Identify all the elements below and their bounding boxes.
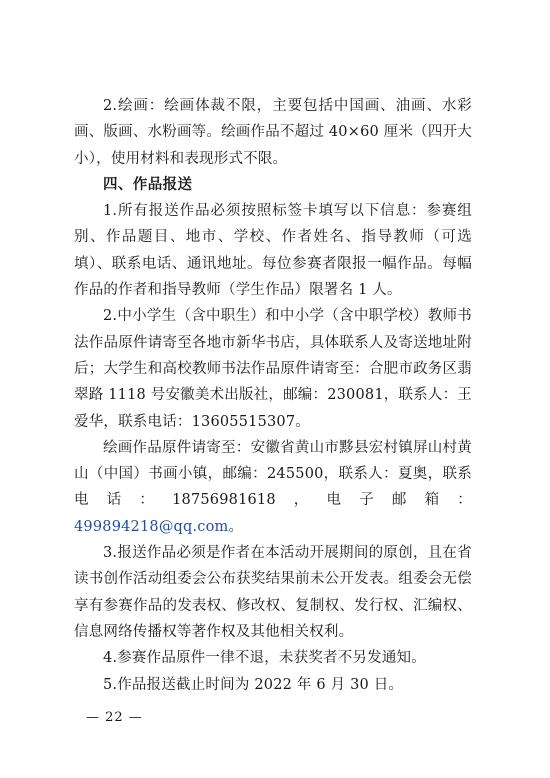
section-heading-submission: 四、作品报送 xyxy=(103,176,193,193)
paragraph-submission-info: 1.所有报送作品必须按照标签卡填写以下信息：参赛组别、作品题目、地市、学校、作者姓名、指导教师（可选填）、联系电话、通讯地址。每位参赛者限报一幅作品。每幅作品的作者和指导教师（学生作品）限署名 1 人。 xyxy=(74,203,472,299)
page-number: — 22 — xyxy=(86,710,143,725)
paragraph-painting-mailing xyxy=(74,435,472,540)
document-body xyxy=(74,93,472,698)
paragraph-painting: 2.绘画：绘画体裁不限，主要包括中国画、油画、水彩画、版画、水粉画等。绘画作品不超过 40×60 厘米（四开大小），使用材料和表现形式不限。 xyxy=(74,98,472,167)
email-link[interactable]: 499894218@qq.com xyxy=(74,518,229,535)
painting-mailing-end: 。 xyxy=(228,518,244,535)
paragraph-no-return: 4.参赛作品原件一律不退，未获奖者不另发通知。 xyxy=(103,650,426,667)
paragraph-deadline: 5.作品报送截止时间为 2022 年 6 月 30 日。 xyxy=(103,676,404,693)
paragraph-calligraphy-mailing: 2.中小学生（含中职生）和中小学（含中职学校）教师书法作品原件请寄至各地市新华书店，具体联系人及寄送地址附后；大学生和高校教师书法作品原件请寄至：合肥市政务区翡翠路 1118 号安徽美术出版社，邮编：230081，联系人：王爱华，联系电话：13605515307。 xyxy=(74,308,472,430)
paragraph-originality-rights: 3.报送作品必须是作者在本活动开展期间的原创，且在省读书创作活动组委会公布获奖结果前未公开发表。组委会无偿享有参赛作品的发表权、修改权、复制权、发行权、汇编权、信息网络传播权等著作权及其他相关权利。 xyxy=(74,545,472,640)
painting-mailing-text: 绘画作品原件请寄至：安徽省黄山市黟县宏村镇屏山村黄山（中国）书画小镇，邮编：245500，联系人：夏奥，联系电话：18756981618，电子邮箱： xyxy=(74,439,472,509)
